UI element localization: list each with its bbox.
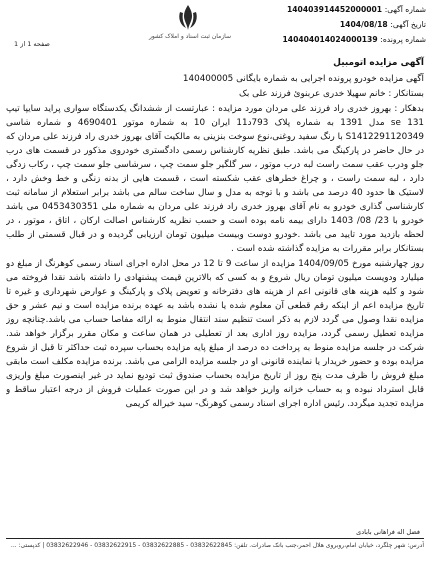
- notice-body: [6, 72, 424, 467]
- iran-emblem-icon: [175, 3, 201, 33]
- paragraph-creditor: بستانکار : خانم سهیلا خدری عربنوئ فرزند علی بک: [239, 89, 424, 99]
- signature: فضل اله فراهانی بابادی: [356, 528, 420, 536]
- notice-date: 1404/08/18: [339, 20, 388, 29]
- notice-number-row: [276, 2, 426, 17]
- notice-title: آگهی مزایده اتومبیل: [333, 58, 424, 68]
- auction-date-prefix: روز: [408, 259, 424, 269]
- paragraph-file: آگهی مزایده خودرو پرونده اجرایی به شماره بایگانی 140400005: [182, 74, 424, 84]
- page-indicator: صفحه 1 از 1: [14, 40, 50, 48]
- auction-date-label: مورخ: [352, 259, 372, 269]
- paragraph-description: بدهکار : بهروز خدری راد فرزند علی مردان مورد مزایده : عبارتست از ششدانگ یکدستگاه سواری پراید سایپا تیپ 131 se مدل 1391 به شماره پلاک 793د11 ایران 10 به شماره موتور 4690401 و شماره شاسی S1412291120349 با رنگ سفید روغنی،نوع سوخت بنزینی به مالکیت آقای بهروز خدری راد فرزند علی مردان که در حال حاضر در پارکینگ می باشد. طبق نظریه کارشناس رسمی دادگستری خودروی مذکور در قسمت های درب جلو ودرب عقب سمت راست لبه درب موتور ، سر گلگیر جلو سمت چپ ، سرشاسی جلو سمت چپ ، رکاب زدگی دارد ، لبه سمت راست ، و چراغ خطرهای عقب شکسته است ، قسمت هایی از بدنه زنگی و خط وخش دارد ، لاستیک ها حدود 40 درصد می باشد و با توجه به مدل و سال ساخت سالم می باشد برابر استعلام از سامانه ثبت کارشناسی گذاری خودرو به نام آقای بهروز خدری راد فرزند علی مردان به شماره ملی 0453430351 می باشد خودرو با 23/ 08/ 1403 دارای بیمه نامه بوده است و حسب نظریه کارشناس اصالت ارکان ، اتاق ، موتور ، در لحظه بازدید مورد تایید می باشد .خودرو دوست وبیست میلیون تومان ارزیابی گردیده و در قبال قسمتی از طلب بستانکار برابر مقررات به مزایده گذاشته شده است .: [6, 104, 424, 254]
- auction-weekday: چهارشنبه: [374, 259, 409, 269]
- paragraph-auction-terms: [6, 257, 424, 411]
- footer-address: آدرس: شهر چلگرد، خیابان امام،روبروی هلال احمر،جنب بانک صادرات. تلفن: 03832622845 - 03832622885 - 03832622915 - 03832622946 | کدپستی: ...: [10, 542, 424, 549]
- auction-terms-text: مزایده از ساعت 9 تا 12 در محل اداره اجرای اسناد رسمی کوهرنگ از مبلغ دو میلیارد ودویست میلیون تومان ریال شروع و به کسی که بالاترین قیمت پیشنهادی را داشته باشد نقدا فروخته می شود و کلیه هزینه های قانونی اعم از هزینه های دفترخانه و تعویض پلاک و پارکینگ و عوارض شهرداری و غیره تا تاریخ مزایده اعم از اینکه رقم قطعی آن معلوم شده یا نشده باشد به عهده برنده مزایده است و نیم عشر و حق مزایده نقدا وصول می گردد لازم به ذکر است تنظیم سند انتقال منوط به ارائه مفاصا حساب می باشد.چنانچه روز مزایده تعطیل رسمی گردد، مزایده روز اداری بعد از تعطیلی در همان ساعت و مکان مقرر برگزار خواهد شد. شرکت در جلسه مزایده منوط به پرداخت ده درصد از مبلغ پایه مزایده بحساب سپرده ثبت حداکثر تا قبل از شروع مزایده بوده و حضور خریدار یا نماینده قانونی او در جلسه مزایده الزامی می باشد. برنده مزایده مکلف است مابقی مبلغ فروش را ظرف مدت پنج روز از تاریخ مزایده بحساب صندوق ثبت تودیع نماید در غیر اینصورت مبلغ واریزی قابل استرداد نبوده و به حساب خزانه واریز خواهد شد و در این صورت عملیات فروش از درجه اعتبار ساقط و مزایده تجدید میگردد. رئیس اداره اجرای اسناد رسمی کوهرنگ- سید خیراله کریمی: [6, 259, 424, 409]
- file-number-row: [276, 32, 426, 47]
- auction-date: 1404/09/05: [298, 259, 349, 269]
- notice-number-label: شماره آگهی:: [384, 5, 426, 14]
- notice-date-row: [276, 17, 426, 32]
- file-number-label: شماره پرونده:: [380, 35, 426, 44]
- organization-name: سازمان ثبت اسناد و املاک کشور: [148, 33, 232, 40]
- notice-number: 140403914452000001: [286, 5, 383, 14]
- file-number: 140404014024000139: [282, 35, 378, 44]
- notice-date-label: تاریخ آگهی:: [390, 20, 426, 29]
- notice-meta: [276, 2, 426, 47]
- footer-divider: [6, 538, 424, 539]
- header: [0, 0, 430, 60]
